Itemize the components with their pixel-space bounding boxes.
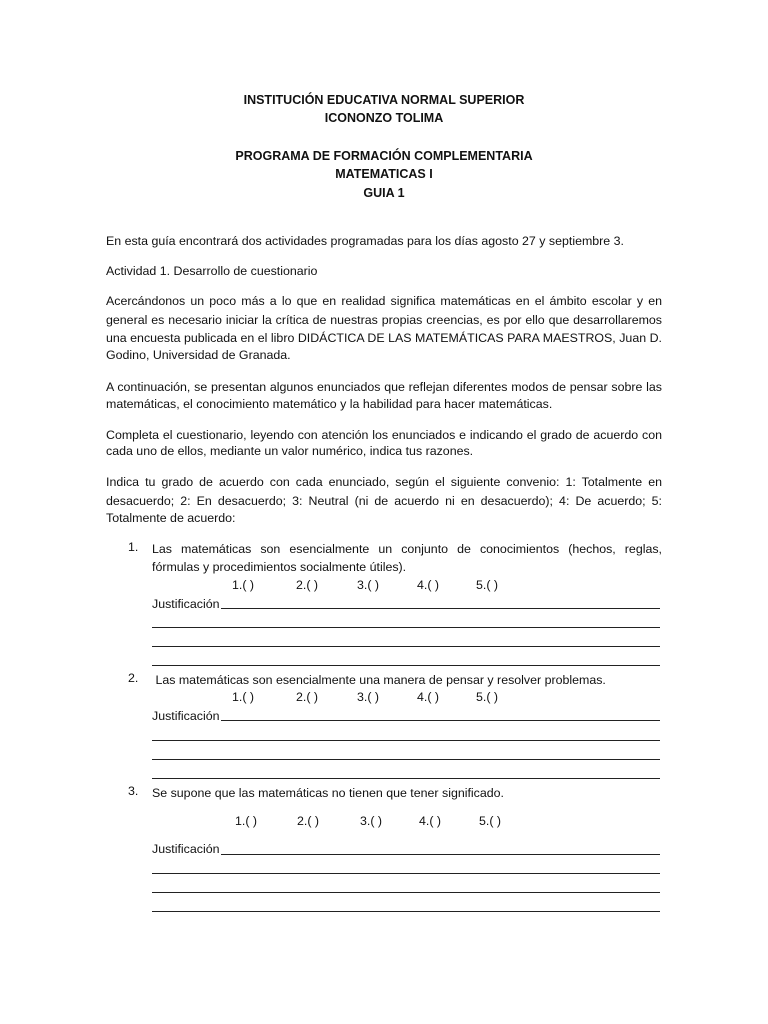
q2-option-5[interactable]: 5.( ) bbox=[476, 690, 499, 704]
q3-answer-line[interactable] bbox=[152, 892, 660, 893]
question-1-text: fórmulas y procedimientos socialmente útiles). bbox=[152, 560, 407, 574]
question-2-text: Las matemáticas son esencialmente una manera de pensar y resolver problemas. bbox=[152, 673, 606, 687]
paragraph-1-line: una encuesta publicada en el libro DIDÁCTICA DE LAS MATEMÁTICAS PARA MAESTROS, Juan D. bbox=[106, 331, 662, 345]
paragraph-3-line: Completa el cuestionario, leyendo con atención los enunciados e indicando el grado de acuerdo con bbox=[106, 428, 662, 442]
q1-option-1[interactable]: 1.( ) bbox=[232, 578, 255, 592]
institution-name: INSTITUCIÓN EDUCATIVA NORMAL SUPERIOR bbox=[243, 93, 525, 107]
intro-text: En esta guía encontrará dos actividades programadas para los días agosto 27 y septiembre 3. bbox=[106, 234, 624, 248]
paragraph-1-line: Acercándonos un poco más a lo que en realidad significa matemáticas en el ámbito escolar y en bbox=[106, 294, 662, 308]
guide-title: GUIA 1 bbox=[363, 186, 405, 200]
q2-answer-line[interactable] bbox=[152, 778, 660, 779]
program-title: PROGRAMA DE FORMACIÓN COMPLEMENTARIA bbox=[235, 149, 533, 163]
q1-answer-line[interactable] bbox=[152, 646, 660, 647]
q2-answer-line[interactable] bbox=[152, 740, 660, 741]
question-2-number: 2. bbox=[128, 671, 139, 685]
q3-answer-line[interactable] bbox=[221, 854, 660, 855]
course-title: MATEMATICAS I bbox=[335, 167, 433, 181]
q3-answer-line[interactable] bbox=[152, 911, 660, 912]
paragraph-2-line: A continuación, se presentan algunos enunciados que reflejan diferentes modos de pensar sobre las bbox=[106, 380, 662, 394]
q1-answer-line[interactable] bbox=[152, 627, 660, 628]
q2-answer-line[interactable] bbox=[221, 720, 660, 721]
question-1-text: Las matemáticas son esencialmente un conjunto de conocimientos (hechos, reglas, bbox=[152, 542, 662, 556]
q3-option-1[interactable]: 1.( ) bbox=[235, 814, 258, 828]
question-3-text: Se supone que las matemáticas no tienen que tener significado. bbox=[152, 786, 504, 800]
institution-location: ICONONZO TOLIMA bbox=[324, 111, 444, 125]
paragraph-4-line: desacuerdo; 2: En desacuerdo; 3: Neutral (ni de acuerdo ni en desacuerdo); 4: De acuerdo; 5: bbox=[106, 494, 662, 508]
q1-answer-line[interactable] bbox=[152, 665, 660, 666]
q1-answer-line[interactable] bbox=[221, 608, 660, 609]
q3-option-3[interactable]: 3.( ) bbox=[360, 814, 383, 828]
question-1-number: 1. bbox=[128, 540, 139, 554]
q2-option-2[interactable]: 2.( ) bbox=[296, 690, 319, 704]
q2-option-1[interactable]: 1.( ) bbox=[232, 690, 255, 704]
q3-option-4[interactable]: 4.( ) bbox=[419, 814, 442, 828]
paragraph-4-line: Indica tu grado de acuerdo con cada enunciado, según el siguiente convenio: 1: Totalmente en bbox=[106, 475, 662, 489]
q1-option-5[interactable]: 5.( ) bbox=[476, 578, 499, 592]
q3-justification-label: Justificación bbox=[152, 842, 220, 856]
activity-title: Actividad 1. Desarrollo de cuestionario bbox=[106, 264, 318, 278]
q2-option-3[interactable]: 3.( ) bbox=[357, 690, 380, 704]
paragraph-1-line: Godino, Universidad de Granada. bbox=[106, 348, 291, 362]
q1-option-4[interactable]: 4.( ) bbox=[417, 578, 440, 592]
q1-justification-label: Justificación bbox=[152, 597, 220, 611]
q1-option-3[interactable]: 3.( ) bbox=[357, 578, 380, 592]
paragraph-4-line: Totalmente de acuerdo: bbox=[106, 511, 236, 525]
q2-justification-label: Justificación bbox=[152, 709, 220, 723]
q1-option-2[interactable]: 2.( ) bbox=[296, 578, 319, 592]
question-3-number: 3. bbox=[128, 784, 139, 798]
paragraph-1-line: general es necesario iniciar la crítica de nuestras propias creencias, es por ello que desarrollaremos bbox=[106, 313, 662, 327]
paragraph-2-line: matemáticas, el conocimiento matemático y la habilidad para hacer matemáticas. bbox=[106, 397, 553, 411]
q3-option-5[interactable]: 5.( ) bbox=[479, 814, 502, 828]
q3-answer-line[interactable] bbox=[152, 873, 660, 874]
q3-option-2[interactable]: 2.( ) bbox=[297, 814, 320, 828]
q2-option-4[interactable]: 4.( ) bbox=[417, 690, 440, 704]
paragraph-3-line: cada uno de ellos, mediante un valor numérico, indica tus razones. bbox=[106, 444, 474, 458]
q2-answer-line[interactable] bbox=[152, 759, 660, 760]
